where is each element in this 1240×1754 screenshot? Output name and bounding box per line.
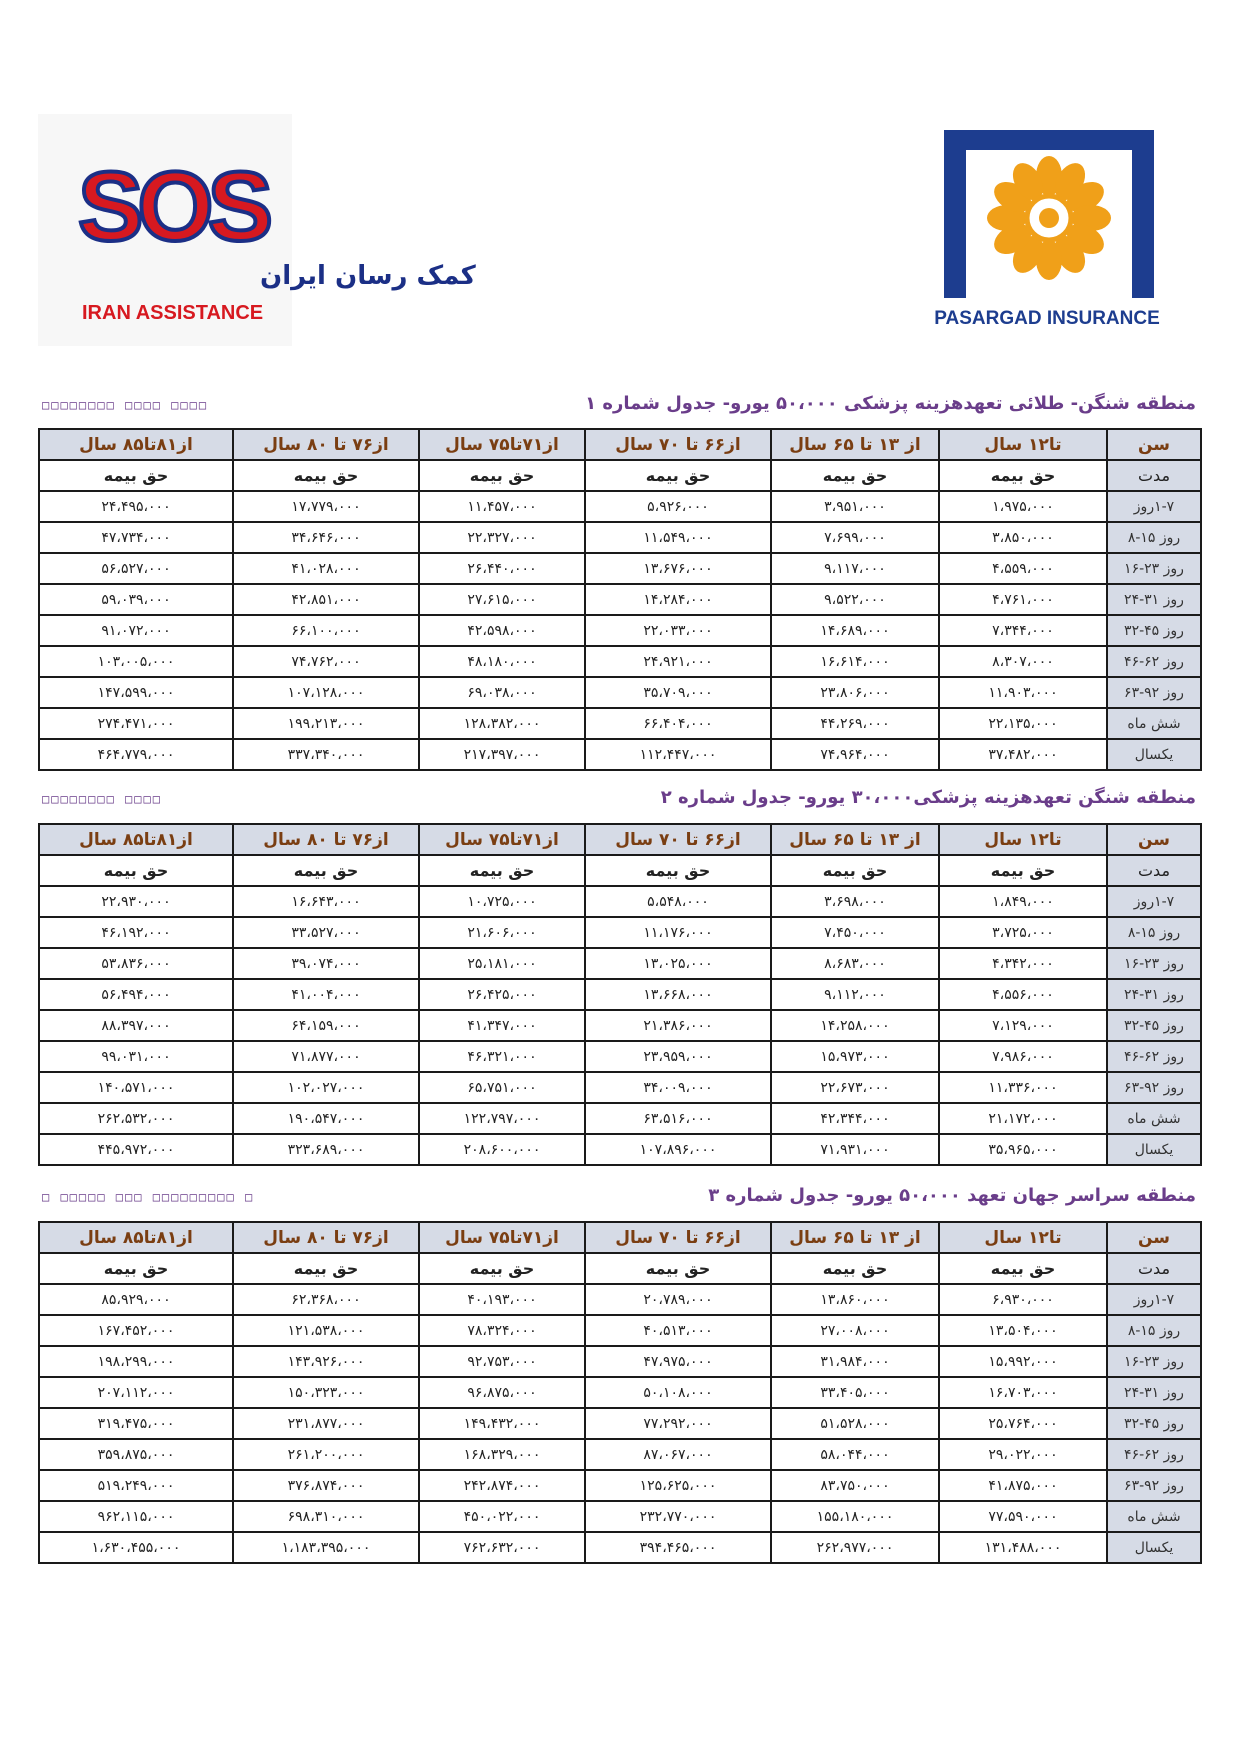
- premium-value: ۱۹۹،۲۱۳،۰۰۰: [233, 708, 419, 739]
- premium-value: ۱۵۰،۳۲۳،۰۰۰: [233, 1377, 419, 1408]
- premium-value: ۶۹۸،۳۱۰،۰۰۰: [233, 1501, 419, 1532]
- premium-header: حق بیمه: [39, 1253, 233, 1284]
- duration-header-label: مدت: [1107, 855, 1201, 886]
- premium-value: ۳۷،۴۸۲،۰۰۰: [939, 739, 1107, 770]
- age-group-header: از۸۱تا۸۵ سال: [39, 429, 233, 460]
- rate-table-2: [38, 823, 1202, 1166]
- premium-value: ۱۴،۶۸۹،۰۰۰: [771, 615, 939, 646]
- duration-label: روز ۱۵-۸: [1107, 917, 1201, 948]
- table-row: [39, 886, 1201, 917]
- sos-logo: [38, 114, 476, 346]
- premium-value: ۵۶،۴۹۴،۰۰۰: [39, 979, 233, 1010]
- premium-value: ۱۳،۰۲۵،۰۰۰: [585, 948, 771, 979]
- premium-value: ۸۷،۰۶۷،۰۰۰: [585, 1439, 771, 1470]
- premium-value: ۱۰۲،۰۲۷،۰۰۰: [233, 1072, 419, 1103]
- premium-value: ۶۹،۰۳۸،۰۰۰: [419, 677, 585, 708]
- table-row: [39, 708, 1201, 739]
- age-header-label: سن: [1107, 429, 1201, 460]
- premium-value: ۴۲،۸۵۱،۰۰۰: [233, 584, 419, 615]
- table1-title: منطقه شنگن- طلائی تعهدهزینه پزشکی ۵۰،۰۰۰ یورو- جدول شماره ۱: [585, 393, 1196, 414]
- premium-value: ۳۳،۵۲۷،۰۰۰: [233, 917, 419, 948]
- duration-header-label: مدت: [1107, 1253, 1201, 1284]
- premium-value: ۲۷۴،۴۷۱،۰۰۰: [39, 708, 233, 739]
- table3-garbled-text: □ □□□□□ □□□ □□□□□□□□□ □: [42, 1190, 255, 1204]
- table-row: [39, 584, 1201, 615]
- premium-value: ۷،۶۹۹،۰۰۰: [771, 522, 939, 553]
- duration-label: ۱-۷روز: [1107, 1284, 1201, 1315]
- table-row: [39, 553, 1201, 584]
- premium-value: ۹۶۲،۱۱۵،۰۰۰: [39, 1501, 233, 1532]
- premium-value: ۳۲۳،۶۸۹،۰۰۰: [233, 1134, 419, 1165]
- table-row: [39, 677, 1201, 708]
- premium-value: ۵۱۹،۲۴۹،۰۰۰: [39, 1470, 233, 1501]
- premium-value: ۸،۳۰۷،۰۰۰: [939, 646, 1107, 677]
- premium-value: ۱۰۷،۱۲۸،۰۰۰: [233, 677, 419, 708]
- pasargad-logo: [934, 128, 1168, 334]
- duration-label: روز ۱۵-۸: [1107, 1315, 1201, 1346]
- table3-title: منطقه سراسر جهان تعهد ۵۰،۰۰۰ یورو- جدول شماره ۳: [708, 1185, 1196, 1206]
- premium-value: ۷۷،۵۹۰،۰۰۰: [939, 1501, 1107, 1532]
- premium-header: حق بیمه: [233, 855, 419, 886]
- age-group-header: از۶۶ تا ۷۰ سال: [585, 429, 771, 460]
- premium-header: حق بیمه: [939, 1253, 1107, 1284]
- table-row: [39, 1501, 1201, 1532]
- premium-value: ۹،۱۱۲،۰۰۰: [771, 979, 939, 1010]
- premium-value: ۳۹۴،۴۶۵،۰۰۰: [585, 1532, 771, 1563]
- sos-persian-name: کمک رسان ایران: [260, 261, 476, 291]
- age-group-header: تا۱۲ سال: [939, 824, 1107, 855]
- premium-header: حق بیمه: [939, 460, 1107, 491]
- premium-value: ۲۳۱،۸۷۷،۰۰۰: [233, 1408, 419, 1439]
- premium-value: ۷،۳۴۴،۰۰۰: [939, 615, 1107, 646]
- duration-label: روز ۴۵-۳۲: [1107, 615, 1201, 646]
- premium-value: ۴۱،۳۴۷،۰۰۰: [419, 1010, 585, 1041]
- premium-header: حق بیمه: [585, 460, 771, 491]
- age-group-header: از ۱۳ تا ۶۵ سال: [771, 429, 939, 460]
- premium-value: ۵۳،۸۳۶،۰۰۰: [39, 948, 233, 979]
- duration-label: روز ۲۳-۱۶: [1107, 553, 1201, 584]
- age-group-header: از ۱۳ تا ۶۵ سال: [771, 824, 939, 855]
- premium-value: ۲۵،۷۶۴،۰۰۰: [939, 1408, 1107, 1439]
- premium-value: ۳۳،۴۰۵،۰۰۰: [771, 1377, 939, 1408]
- premium-value: ۱۶۸،۳۲۹،۰۰۰: [419, 1439, 585, 1470]
- premium-value: ۴،۳۴۲،۰۰۰: [939, 948, 1107, 979]
- premium-value: ۷۸،۳۲۴،۰۰۰: [419, 1315, 585, 1346]
- premium-value: ۲۱،۳۸۶،۰۰۰: [585, 1010, 771, 1041]
- premium-value: ۲۰۸،۶۰۰،۰۰۰: [419, 1134, 585, 1165]
- premium-value: ۲۲،۶۷۳،۰۰۰: [771, 1072, 939, 1103]
- premium-value: ۱۵،۹۷۳،۰۰۰: [771, 1041, 939, 1072]
- premium-value: ۲۲،۳۲۷،۰۰۰: [419, 522, 585, 553]
- premium-value: ۱۱،۹۰۳،۰۰۰: [939, 677, 1107, 708]
- table-row: [39, 917, 1201, 948]
- premium-value: ۹،۵۲۲،۰۰۰: [771, 584, 939, 615]
- premium-value: ۳،۹۵۱،۰۰۰: [771, 491, 939, 522]
- premium-header: حق بیمه: [939, 855, 1107, 886]
- duration-label: روز ۴۵-۳۲: [1107, 1010, 1201, 1041]
- premium-value: ۱۲۸،۳۸۲،۰۰۰: [419, 708, 585, 739]
- sos-english-name: IRAN ASSISTANCE: [82, 302, 264, 324]
- premium-value: ۲۶،۴۴۰،۰۰۰: [419, 553, 585, 584]
- duration-header-label: مدت: [1107, 460, 1201, 491]
- premium-value: ۱۴۷،۵۹۹،۰۰۰: [39, 677, 233, 708]
- premium-value: ۲۴۲،۸۷۴،۰۰۰: [419, 1470, 585, 1501]
- premium-value: ۲۷،۰۰۸،۰۰۰: [771, 1315, 939, 1346]
- duration-label: شش ماه: [1107, 1103, 1201, 1134]
- premium-value: ۹۲،۷۵۳،۰۰۰: [419, 1346, 585, 1377]
- age-header-label: سن: [1107, 824, 1201, 855]
- premium-value: ۴۸،۱۸۰،۰۰۰: [419, 646, 585, 677]
- premium-value: ۵۰،۱۰۸،۰۰۰: [585, 1377, 771, 1408]
- premium-value: ۲۲،۱۳۵،۰۰۰: [939, 708, 1107, 739]
- premium-value: ۸۸،۳۹۷،۰۰۰: [39, 1010, 233, 1041]
- premium-value: ۲۶۱،۲۰۰،۰۰۰: [233, 1439, 419, 1470]
- premium-value: ۱۳،۶۷۶،۰۰۰: [585, 553, 771, 584]
- age-group-header: از۷۶ تا ۸۰ سال: [233, 429, 419, 460]
- premium-value: ۱۵۵،۱۸۰،۰۰۰: [771, 1501, 939, 1532]
- premium-header: حق بیمه: [585, 855, 771, 886]
- table-row: [39, 1346, 1201, 1377]
- premium-value: ۷،۴۵۰،۰۰۰: [771, 917, 939, 948]
- premium-value: ۳،۶۹۸،۰۰۰: [771, 886, 939, 917]
- table2-garbled-text: □□□□□□□□ □□□□: [42, 792, 162, 806]
- premium-value: ۷،۱۲۹،۰۰۰: [939, 1010, 1107, 1041]
- premium-value: ۶،۹۳۰،۰۰۰: [939, 1284, 1107, 1315]
- premium-value: ۳۷۶،۸۷۴،۰۰۰: [233, 1470, 419, 1501]
- premium-value: ۲۲،۹۳۰،۰۰۰: [39, 886, 233, 917]
- table1-garbled-text: □□□□□□□□ □□□□ □□□□: [42, 398, 209, 412]
- duration-label: روز ۳۱-۲۴: [1107, 1377, 1201, 1408]
- table-row: [39, 1010, 1201, 1041]
- premium-value: ۶۲،۳۶۸،۰۰۰: [233, 1284, 419, 1315]
- premium-value: ۱۱۲،۴۴۷،۰۰۰: [585, 739, 771, 770]
- premium-value: ۱۳،۵۰۴،۰۰۰: [939, 1315, 1107, 1346]
- premium-value: ۳۳۷،۳۴۰،۰۰۰: [233, 739, 419, 770]
- premium-value: ۶۳،۵۱۶،۰۰۰: [585, 1103, 771, 1134]
- premium-header: حق بیمه: [419, 460, 585, 491]
- premium-value: ۳۱۹،۴۷۵،۰۰۰: [39, 1408, 233, 1439]
- premium-header: حق بیمه: [771, 1253, 939, 1284]
- premium-value: ۱۹۸،۲۹۹،۰۰۰: [39, 1346, 233, 1377]
- premium-value: ۳۴،۶۴۶،۰۰۰: [233, 522, 419, 553]
- premium-value: ۱۲۱،۵۳۸،۰۰۰: [233, 1315, 419, 1346]
- premium-value: ۴۰،۵۱۳،۰۰۰: [585, 1315, 771, 1346]
- premium-header: حق بیمه: [233, 1253, 419, 1284]
- premium-value: ۳۵۹،۸۷۵،۰۰۰: [39, 1439, 233, 1470]
- premium-value: ۴۲،۳۴۴،۰۰۰: [771, 1103, 939, 1134]
- premium-value: ۱۴۰،۵۷۱،۰۰۰: [39, 1072, 233, 1103]
- premium-value: ۷۴،۷۶۲،۰۰۰: [233, 646, 419, 677]
- premium-value: ۱۴۹،۴۳۲،۰۰۰: [419, 1408, 585, 1439]
- premium-value: ۱۵،۹۹۲،۰۰۰: [939, 1346, 1107, 1377]
- sos-logo-mark: SOS: [78, 151, 267, 261]
- premium-value: ۵،۹۲۶،۰۰۰: [585, 491, 771, 522]
- premium-value: ۷۶۲،۶۳۲،۰۰۰: [419, 1532, 585, 1563]
- premium-value: ۱۷،۷۷۹،۰۰۰: [233, 491, 419, 522]
- duration-label: روز ۳۱-۲۴: [1107, 584, 1201, 615]
- premium-value: ۱،۸۴۹،۰۰۰: [939, 886, 1107, 917]
- age-group-header: از۷۶ تا ۸۰ سال: [233, 824, 419, 855]
- premium-value: ۴۴۵،۹۷۲،۰۰۰: [39, 1134, 233, 1165]
- premium-value: ۱۴۳،۹۲۶،۰۰۰: [233, 1346, 419, 1377]
- table-row: [39, 1134, 1201, 1165]
- premium-value: ۲۳،۸۰۶،۰۰۰: [771, 677, 939, 708]
- premium-value: ۴۵۰،۰۲۲،۰۰۰: [419, 1501, 585, 1532]
- premium-value: ۲۰،۷۸۹،۰۰۰: [585, 1284, 771, 1315]
- premium-value: ۴۶،۳۲۱،۰۰۰: [419, 1041, 585, 1072]
- premium-value: ۹۹،۰۳۱،۰۰۰: [39, 1041, 233, 1072]
- premium-value: ۶۴،۱۵۹،۰۰۰: [233, 1010, 419, 1041]
- age-group-header: از۷۶ تا ۸۰ سال: [233, 1222, 419, 1253]
- age-header-label: سن: [1107, 1222, 1201, 1253]
- premium-value: ۱۹۰،۵۴۷،۰۰۰: [233, 1103, 419, 1134]
- premium-value: ۷۱،۸۷۷،۰۰۰: [233, 1041, 419, 1072]
- premium-value: ۴۲،۵۹۸،۰۰۰: [419, 615, 585, 646]
- premium-value: ۳۴،۰۰۹،۰۰۰: [585, 1072, 771, 1103]
- premium-value: ۲۴،۴۹۵،۰۰۰: [39, 491, 233, 522]
- table-row: [39, 1470, 1201, 1501]
- age-group-header: از ۱۳ تا ۶۵ سال: [771, 1222, 939, 1253]
- premium-value: ۹۶،۸۷۵،۰۰۰: [419, 1377, 585, 1408]
- premium-value: ۲۹،۰۲۲،۰۰۰: [939, 1439, 1107, 1470]
- duration-label: شش ماه: [1107, 1501, 1201, 1532]
- duration-label: روز ۹۲-۶۳: [1107, 1470, 1201, 1501]
- premium-value: ۸۵،۹۲۹،۰۰۰: [39, 1284, 233, 1315]
- premium-value: ۱۱،۳۳۶،۰۰۰: [939, 1072, 1107, 1103]
- premium-value: ۷۷،۲۹۲،۰۰۰: [585, 1408, 771, 1439]
- premium-value: ۲۳۲،۷۷۰،۰۰۰: [585, 1501, 771, 1532]
- premium-value: ۴۷،۷۳۴،۰۰۰: [39, 522, 233, 553]
- premium-value: ۶۶،۱۰۰،۰۰۰: [233, 615, 419, 646]
- premium-header: حق بیمه: [39, 855, 233, 886]
- premium-value: ۴۰،۱۹۳،۰۰۰: [419, 1284, 585, 1315]
- duration-label: روز ۹۲-۶۳: [1107, 1072, 1201, 1103]
- table-row: [39, 646, 1201, 677]
- table-row: [39, 522, 1201, 553]
- premium-value: ۲۶۲،۹۷۷،۰۰۰: [771, 1532, 939, 1563]
- premium-value: ۲۱،۱۷۲،۰۰۰: [939, 1103, 1107, 1134]
- premium-value: ۱۱،۵۴۹،۰۰۰: [585, 522, 771, 553]
- premium-value: ۲۱۷،۳۹۷،۰۰۰: [419, 739, 585, 770]
- premium-value: ۲۲،۰۳۳،۰۰۰: [585, 615, 771, 646]
- premium-value: ۱۳،۶۶۸،۰۰۰: [585, 979, 771, 1010]
- rate-table-3: [38, 1221, 1202, 1564]
- duration-label: روز ۶۲-۴۶: [1107, 1439, 1201, 1470]
- premium-header: حق بیمه: [233, 460, 419, 491]
- premium-header: حق بیمه: [771, 855, 939, 886]
- table-row: [39, 1072, 1201, 1103]
- premium-value: ۲۴،۹۲۱،۰۰۰: [585, 646, 771, 677]
- premium-value: ۱۶،۷۰۳،۰۰۰: [939, 1377, 1107, 1408]
- table2-title: منطقه شنگن تعهدهزینه پزشکی۳۰،۰۰۰ یورو- جدول شماره ۲: [660, 787, 1196, 808]
- premium-value: ۱۰۳،۰۰۵،۰۰۰: [39, 646, 233, 677]
- premium-value: ۱۶۷،۴۵۲،۰۰۰: [39, 1315, 233, 1346]
- premium-value: ۴۷،۹۷۵،۰۰۰: [585, 1346, 771, 1377]
- table-row: [39, 1439, 1201, 1470]
- premium-value: ۴۱،۰۰۴،۰۰۰: [233, 979, 419, 1010]
- premium-value: ۲۳،۹۵۹،۰۰۰: [585, 1041, 771, 1072]
- premium-value: ۸،۶۸۳،۰۰۰: [771, 948, 939, 979]
- table-row: [39, 491, 1201, 522]
- table-row: [39, 1377, 1201, 1408]
- premium-value: ۵۶،۵۲۷،۰۰۰: [39, 553, 233, 584]
- table-row: [39, 1284, 1201, 1315]
- premium-value: ۱۰،۷۲۵،۰۰۰: [419, 886, 585, 917]
- premium-value: ۱۳۱،۴۸۸،۰۰۰: [939, 1532, 1107, 1563]
- premium-value: ۴۱،۰۲۸،۰۰۰: [233, 553, 419, 584]
- premium-value: ۷۱،۹۳۱،۰۰۰: [771, 1134, 939, 1165]
- table-row: [39, 979, 1201, 1010]
- premium-value: ۴،۵۵۹،۰۰۰: [939, 553, 1107, 584]
- table-row: [39, 1532, 1201, 1563]
- premium-header: حق بیمه: [419, 1253, 585, 1284]
- premium-value: ۲۱،۶۰۶،۰۰۰: [419, 917, 585, 948]
- premium-value: ۹۱،۰۷۲،۰۰۰: [39, 615, 233, 646]
- age-group-header: از۸۱تا۸۵ سال: [39, 1222, 233, 1253]
- age-group-header: تا۱۲ سال: [939, 429, 1107, 460]
- premium-value: ۱۱،۱۷۶،۰۰۰: [585, 917, 771, 948]
- premium-value: ۳۵،۹۶۵،۰۰۰: [939, 1134, 1107, 1165]
- premium-value: ۵۱،۵۲۸،۰۰۰: [771, 1408, 939, 1439]
- duration-label: روز ۶۲-۴۶: [1107, 1041, 1201, 1072]
- age-group-header: از۷۱تا۷۵ سال: [419, 1222, 585, 1253]
- table-row: [39, 1103, 1201, 1134]
- premium-header: حق بیمه: [419, 855, 585, 886]
- premium-value: ۱،۶۳۰،۴۵۵،۰۰۰: [39, 1532, 233, 1563]
- duration-label: روز ۳۱-۲۴: [1107, 979, 1201, 1010]
- premium-value: ۱۴،۲۸۴،۰۰۰: [585, 584, 771, 615]
- duration-label: یکسال: [1107, 1134, 1201, 1165]
- premium-value: ۴۱،۸۷۵،۰۰۰: [939, 1470, 1107, 1501]
- premium-value: ۴،۷۶۱،۰۰۰: [939, 584, 1107, 615]
- table-row: [39, 1041, 1201, 1072]
- age-group-header: از۷۱تا۷۵ سال: [419, 824, 585, 855]
- duration-label: ۱-۷روز: [1107, 886, 1201, 917]
- premium-value: ۴۶۴،۷۷۹،۰۰۰: [39, 739, 233, 770]
- rate-table-1: [38, 428, 1202, 771]
- duration-label: روز ۲۳-۱۶: [1107, 1346, 1201, 1377]
- age-group-header: از۷۱تا۷۵ سال: [419, 429, 585, 460]
- premium-value: ۶۵،۷۵۱،۰۰۰: [419, 1072, 585, 1103]
- duration-label: روز ۹۲-۶۳: [1107, 677, 1201, 708]
- premium-value: ۶۶،۴۰۴،۰۰۰: [585, 708, 771, 739]
- premium-value: ۷۴،۹۶۴،۰۰۰: [771, 739, 939, 770]
- premium-value: ۷،۹۸۶،۰۰۰: [939, 1041, 1107, 1072]
- premium-value: ۲۷،۶۱۵،۰۰۰: [419, 584, 585, 615]
- premium-value: ۱۶،۶۱۴،۰۰۰: [771, 646, 939, 677]
- premium-value: ۴۴،۲۶۹،۰۰۰: [771, 708, 939, 739]
- premium-value: ۱۲۵،۶۲۵،۰۰۰: [585, 1470, 771, 1501]
- table-row: [39, 948, 1201, 979]
- premium-value: ۵۸،۰۴۴،۰۰۰: [771, 1439, 939, 1470]
- duration-label: یکسال: [1107, 739, 1201, 770]
- age-group-header: تا۱۲ سال: [939, 1222, 1107, 1253]
- premium-value: ۴،۵۵۶،۰۰۰: [939, 979, 1107, 1010]
- duration-label: روز ۱۵-۸: [1107, 522, 1201, 553]
- premium-value: ۲۵،۱۸۱،۰۰۰: [419, 948, 585, 979]
- premium-value: ۱۲۲،۷۹۷،۰۰۰: [419, 1103, 585, 1134]
- premium-value: ۳۹،۰۷۴،۰۰۰: [233, 948, 419, 979]
- premium-value: ۳۱،۹۸۴،۰۰۰: [771, 1346, 939, 1377]
- premium-value: ۹،۱۱۷،۰۰۰: [771, 553, 939, 584]
- premium-value: ۳،۷۲۵،۰۰۰: [939, 917, 1107, 948]
- table-row: [39, 1315, 1201, 1346]
- premium-value: ۳۵،۷۰۹،۰۰۰: [585, 677, 771, 708]
- premium-header: حق بیمه: [771, 460, 939, 491]
- premium-value: ۱۰۷،۸۹۶،۰۰۰: [585, 1134, 771, 1165]
- premium-value: ۱۶،۶۴۳،۰۰۰: [233, 886, 419, 917]
- duration-label: ۱-۷روز: [1107, 491, 1201, 522]
- premium-header: حق بیمه: [39, 460, 233, 491]
- table-row: [39, 615, 1201, 646]
- premium-value: ۱۴،۲۵۸،۰۰۰: [771, 1010, 939, 1041]
- premium-value: ۲۶۲،۵۳۲،۰۰۰: [39, 1103, 233, 1134]
- premium-value: ۱،۱۸۳،۳۹۵،۰۰۰: [233, 1532, 419, 1563]
- premium-header: حق بیمه: [585, 1253, 771, 1284]
- duration-label: روز ۴۵-۳۲: [1107, 1408, 1201, 1439]
- premium-value: ۲۰۷،۱۱۲،۰۰۰: [39, 1377, 233, 1408]
- premium-value: ۱،۹۷۵،۰۰۰: [939, 491, 1107, 522]
- table-row: [39, 1408, 1201, 1439]
- age-group-header: از۸۱تا۸۵ سال: [39, 824, 233, 855]
- duration-label: روز ۲۳-۱۶: [1107, 948, 1201, 979]
- table-row: [39, 739, 1201, 770]
- premium-value: ۱۱،۴۵۷،۰۰۰: [419, 491, 585, 522]
- duration-label: روز ۶۲-۴۶: [1107, 646, 1201, 677]
- duration-label: یکسال: [1107, 1532, 1201, 1563]
- premium-value: ۸۳،۷۵۰،۰۰۰: [771, 1470, 939, 1501]
- age-group-header: از۶۶ تا ۷۰ سال: [585, 1222, 771, 1253]
- premium-value: ۵۹،۰۳۹،۰۰۰: [39, 584, 233, 615]
- premium-value: ۲۶،۴۲۵،۰۰۰: [419, 979, 585, 1010]
- premium-value: ۳،۸۵۰،۰۰۰: [939, 522, 1107, 553]
- premium-value: ۱۳،۸۶۰،۰۰۰: [771, 1284, 939, 1315]
- age-group-header: از۶۶ تا ۷۰ سال: [585, 824, 771, 855]
- pasargad-name: PASARGAD INSURANCE: [934, 308, 1160, 329]
- premium-value: ۴۶،۱۹۲،۰۰۰: [39, 917, 233, 948]
- premium-value: ۵،۵۴۸،۰۰۰: [585, 886, 771, 917]
- duration-label: شش ماه: [1107, 708, 1201, 739]
